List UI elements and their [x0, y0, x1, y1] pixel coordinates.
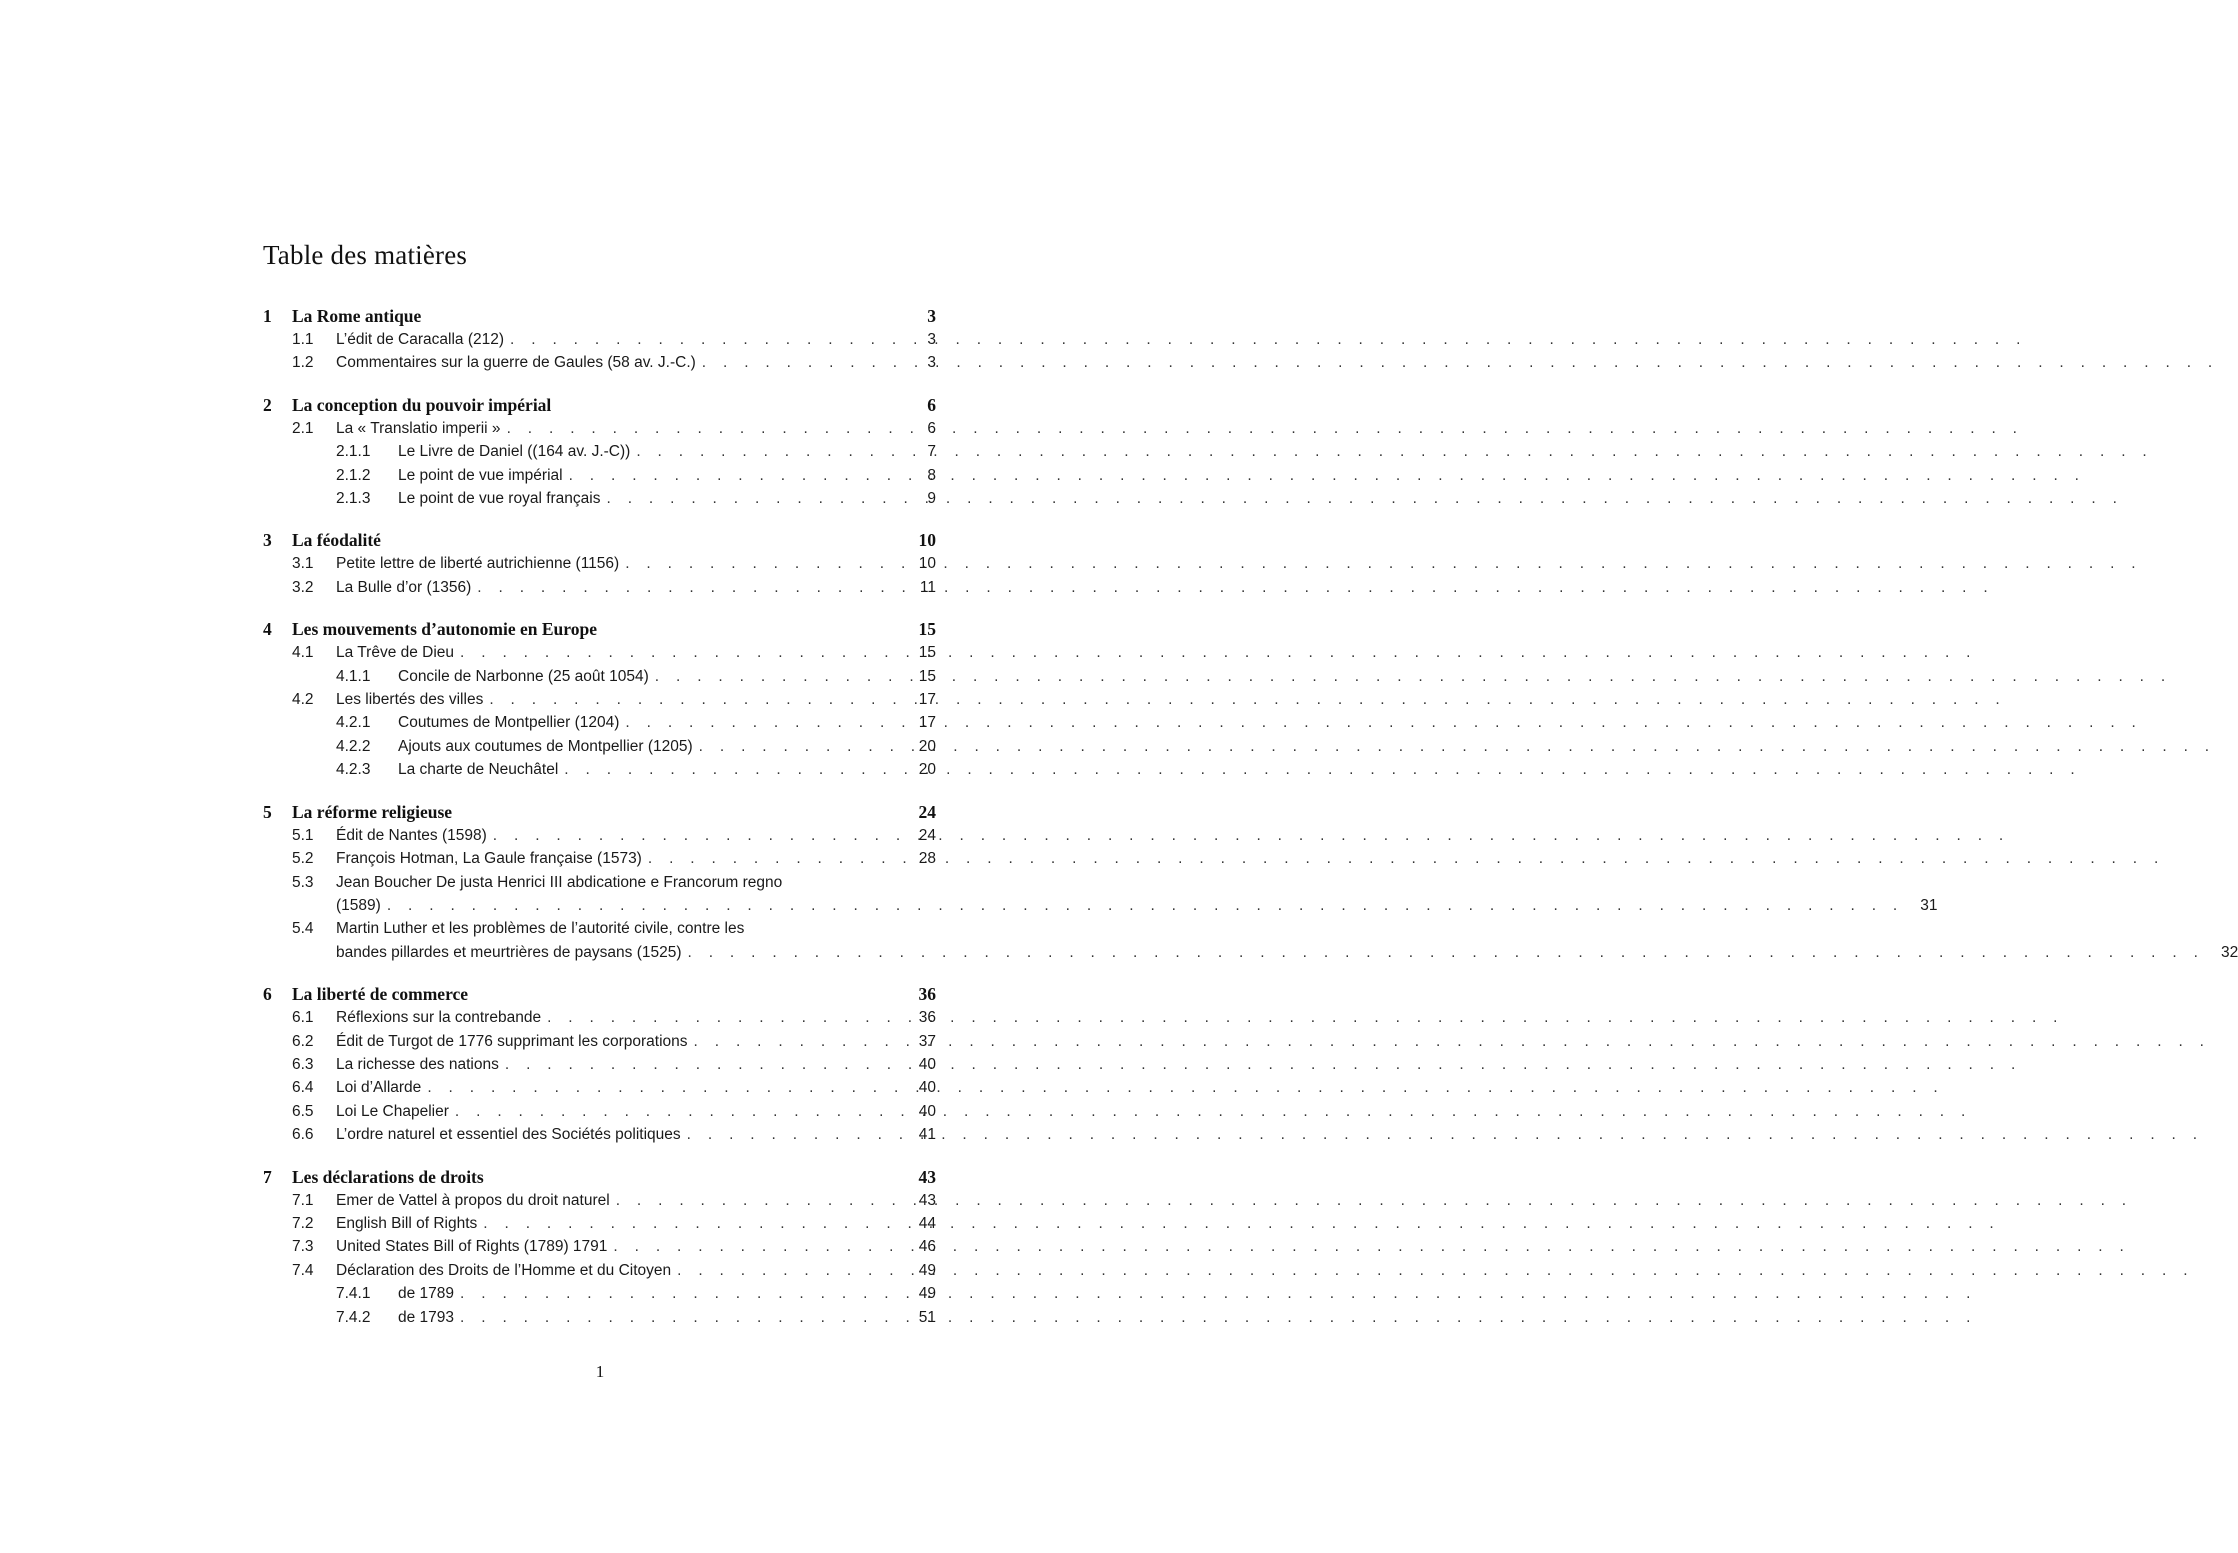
toc-section-entry[interactable]: [263, 328, 936, 351]
chapter-page: 10: [918, 530, 936, 551]
section-body: [336, 417, 902, 440]
section-title: L’édit de Caracalla (212): [336, 331, 505, 348]
section-page: 40: [918, 1055, 936, 1073]
toc-section-entry[interactable]: [263, 1100, 936, 1123]
toc-section-entry[interactable]: [263, 871, 1938, 918]
chapter-title: Les mouvements d’autonomie en Europe: [292, 619, 597, 640]
section-page: 6: [927, 419, 936, 437]
section-title: Déclaration des Droits de l’Homme et du Citoyen: [336, 1261, 672, 1279]
toc-chapter: [263, 800, 2238, 964]
toc-section-entry[interactable]: [263, 576, 936, 599]
toc-chapter: [263, 982, 936, 1146]
section-body: [398, 487, 902, 510]
section-number: 5.4: [292, 920, 314, 938]
section-body: [336, 1235, 902, 1258]
toc-section-entry[interactable]: [263, 552, 936, 575]
toc-chapter: [263, 304, 936, 375]
section-body: [336, 1030, 902, 1053]
chapter-title: La réforme religieuse: [292, 801, 453, 822]
section-title: Ajouts aux coutumes de Montpellier (1205): [398, 737, 693, 755]
toc-chapter-entry[interactable]: [263, 982, 936, 1006]
section-body: [336, 1259, 902, 1282]
toc-section-entry[interactable]: [263, 1006, 936, 1029]
toc-chapter-entry[interactable]: [263, 528, 936, 552]
section-page: 10: [918, 555, 936, 573]
section-number: 4.1: [292, 644, 314, 662]
section-title: Édit de Nantes (1598): [336, 826, 487, 844]
chapter-title: La conception du pouvoir impérial: [292, 394, 552, 415]
section-page: 37: [918, 1032, 936, 1050]
section-title: Concile de Narbonne (25 août 1054): [398, 667, 649, 685]
toc-chapter-entry[interactable]: [263, 393, 936, 417]
section-title: English Bill of Rights: [336, 1214, 478, 1232]
section-title: Commentaires sur la guerre de Gaules (58 av. J.-C.): [336, 354, 696, 372]
section-title: Réflexions sur la contrebande: [336, 1009, 542, 1027]
section-number: 7.3: [292, 1238, 314, 1256]
section-page: 8: [927, 466, 936, 484]
toc-section-entry[interactable]: [263, 1259, 936, 1282]
toc-section-entry[interactable]: [263, 917, 2238, 964]
section-body: [398, 711, 902, 734]
section-body: [336, 1053, 902, 1076]
section-page: 51: [918, 1308, 936, 1326]
section-body: [336, 1212, 902, 1235]
section-title-continued: (1589): [336, 896, 381, 914]
section-body: [336, 688, 902, 711]
leader-dots: [477, 576, 1994, 599]
section-number: 5.2: [292, 850, 314, 868]
toc-chapter-entry[interactable]: [263, 617, 936, 641]
leader-dots: [510, 328, 2027, 351]
toc-section-entry[interactable]: [263, 1123, 936, 1146]
toc-section-entry[interactable]: [263, 824, 936, 847]
section-page: 3: [927, 354, 936, 372]
table-of-contents: [263, 236, 2238, 1347]
section-page: 40: [918, 1079, 936, 1097]
toc-chapter: [263, 393, 936, 511]
section-number: 7.4: [292, 1261, 314, 1279]
chapter-page: 3: [927, 306, 936, 326]
leader-dots: [625, 711, 2142, 734]
section-number: 1.2: [292, 354, 314, 372]
leader-dots: [489, 688, 2006, 711]
leader-dots: [636, 440, 2153, 463]
section-page: 49: [918, 1285, 936, 1303]
section-title-cont-line: [336, 941, 2238, 964]
section-page: 28: [918, 850, 936, 868]
chapter-body: [292, 1165, 902, 1189]
section-page: 17: [918, 714, 936, 732]
toc-section-entry[interactable]: [263, 847, 936, 870]
section-page: 31: [1920, 896, 1938, 914]
chapter-number: 4: [263, 619, 272, 640]
section-page: 32: [2220, 943, 2238, 961]
section-body: [336, 351, 902, 374]
leader-dots: [564, 758, 2081, 781]
section-page: 40: [918, 1102, 936, 1120]
section-number: 5.1: [292, 826, 314, 844]
section-title-continued: bandes pillardes et meurtrières de paysans (1525): [336, 943, 682, 961]
leader-dots: [655, 665, 2172, 688]
section-page: 24: [918, 826, 936, 844]
section-title-cont-line: [336, 894, 1938, 917]
section-number: 6.6: [292, 1126, 314, 1144]
leader-dots: [460, 641, 1977, 664]
chapter-title: La féodalité: [292, 530, 381, 551]
page-number: 1: [595, 1362, 605, 1381]
section-body: [336, 847, 902, 870]
section-body: [398, 735, 902, 758]
section-body: [336, 1100, 902, 1123]
section-number: 6.3: [292, 1055, 314, 1073]
section-body: [336, 641, 902, 664]
leader-dots: [493, 824, 2010, 847]
section-body: [398, 758, 902, 781]
section-page: 46: [918, 1238, 936, 1256]
section-body: [336, 1123, 902, 1146]
toc-subsection-entry[interactable]: [263, 735, 936, 758]
leader-dots: [507, 417, 2024, 440]
section-number: 3.2: [292, 578, 314, 596]
toc-subsection-entry[interactable]: [263, 464, 936, 487]
section-page: 15: [918, 667, 936, 685]
section-body: [336, 1076, 902, 1099]
section-body: [398, 1282, 902, 1305]
toc-section-entry[interactable]: [263, 688, 936, 711]
section-number: 2.1.1: [336, 443, 371, 461]
toc-section-entry[interactable]: [263, 1030, 936, 1053]
chapter-title: La liberté de commerce: [292, 984, 469, 1005]
section-number: 7.1: [292, 1191, 314, 1209]
leader-dots: [505, 1053, 2022, 1076]
toc-chapter: [263, 1165, 936, 1329]
section-number: 3.1: [292, 555, 314, 573]
section-page: 43: [918, 1191, 936, 1209]
section-body: [336, 917, 2238, 964]
section-number: 2.1.2: [336, 466, 371, 484]
section-page: 7: [927, 443, 936, 461]
section-body: [336, 871, 1938, 918]
section-number: 6.2: [292, 1032, 314, 1050]
section-page: 17: [918, 691, 936, 709]
chapter-title: Les déclarations de droits: [292, 1166, 484, 1187]
section-page: 15: [918, 644, 936, 662]
section-title: La charte de Neuchâtel: [398, 761, 559, 779]
leader-dots: [460, 1282, 1977, 1305]
section-title: La « Translatio imperii »: [336, 419, 501, 437]
section-page: 20: [918, 761, 936, 779]
section-number: 4.1.1: [336, 667, 371, 685]
chapter-number: 6: [263, 984, 272, 1005]
chapter-page: 15: [918, 619, 936, 640]
toc-section-entry[interactable]: [263, 351, 936, 374]
section-title: La Bulle d’or (1356): [336, 578, 472, 596]
section-number: 6.5: [292, 1102, 314, 1120]
section-body: [336, 824, 902, 847]
leader-dots: [625, 552, 2142, 575]
toc-chapter-entry[interactable]: [263, 304, 936, 328]
toc-list: [263, 304, 2238, 1329]
chapter-page: 6: [927, 394, 936, 415]
chapter-number: 2: [263, 394, 272, 415]
leader-dots: [547, 1006, 2064, 1029]
section-page: 41: [918, 1126, 936, 1144]
chapter-body: [292, 528, 902, 552]
toc-section-entry[interactable]: [263, 1189, 936, 1212]
section-body: [398, 440, 902, 463]
chapter-number: 3: [263, 530, 272, 551]
section-title: Les libertés des villes: [336, 691, 484, 709]
toc-chapter-entry[interactable]: [263, 800, 936, 824]
leader-dots: [387, 894, 1904, 917]
section-title: Loi d’Allarde: [336, 1079, 422, 1097]
toc-chapter-entry[interactable]: [263, 1165, 936, 1189]
chapter-body: [292, 617, 902, 641]
section-body: [336, 1006, 902, 1029]
section-body: [336, 328, 902, 351]
section-body: [336, 552, 902, 575]
section-number: 6.1: [292, 1009, 314, 1027]
toc-subsection-entry[interactable]: [263, 440, 936, 463]
section-title: La Trêve de Dieu: [336, 644, 455, 662]
toc-section-entry[interactable]: [263, 1212, 936, 1235]
toc-subsection-entry[interactable]: [263, 487, 936, 510]
section-page: 36: [918, 1009, 936, 1027]
leader-dots: [648, 847, 2165, 870]
leader-dots: [613, 1235, 2130, 1258]
section-number: 6.4: [292, 1079, 314, 1097]
leader-dots: [569, 464, 2086, 487]
toc-subsection-entry[interactable]: [263, 665, 936, 688]
chapter-number: 1: [263, 306, 272, 326]
leader-dots: [616, 1189, 2133, 1212]
leader-dots: [460, 1306, 1977, 1329]
section-body: [398, 665, 902, 688]
section-title: Le Livre de Daniel ((164 av. J.-C)): [398, 443, 631, 461]
leader-dots: [688, 941, 2205, 964]
chapter-page: 36: [918, 984, 936, 1005]
section-page: 9: [927, 490, 936, 508]
section-body: [336, 1189, 902, 1212]
section-number: 4.2.1: [336, 714, 371, 732]
section-number: 7.4.1: [336, 1285, 371, 1303]
chapter-title: La Rome antique: [292, 306, 422, 326]
toc-section-entry[interactable]: [263, 1053, 936, 1076]
toc-subsection-entry[interactable]: [263, 1306, 936, 1329]
section-page: 44: [918, 1214, 936, 1232]
chapter-body: [292, 393, 902, 417]
section-title: Petite lettre de liberté autrichienne (1156): [336, 555, 620, 573]
section-number: 7.4.2: [336, 1308, 371, 1326]
section-number: 4.2: [292, 691, 314, 709]
chapter-page: 24: [918, 801, 936, 822]
leader-dots: [455, 1100, 1972, 1123]
section-title: de 1789: [398, 1285, 455, 1303]
section-number: 4.2.2: [336, 737, 371, 755]
section-title: Jean Boucher De justa Henrici III abdicatione e Francorum regno: [336, 873, 783, 891]
section-title: de 1793: [398, 1308, 455, 1326]
section-body: [398, 1306, 902, 1329]
chapter-body: [292, 800, 902, 824]
toc-subsection-entry[interactable]: [263, 758, 936, 781]
section-title: Emer de Vattel à propos du droit naturel: [336, 1191, 610, 1209]
section-title: United States Bill of Rights (1789) 1791: [336, 1238, 608, 1256]
section-body: [398, 464, 902, 487]
chapter-page: 43: [918, 1166, 936, 1187]
section-number: 7.2: [292, 1214, 314, 1232]
section-page: 3: [927, 331, 936, 348]
section-title: François Hotman, La Gaule française (1573): [336, 850, 642, 868]
section-number: 2.1.3: [336, 490, 371, 508]
chapter-body: [292, 304, 902, 328]
section-page: 20: [918, 737, 936, 755]
section-title: L’ordre naturel et essentiel des Sociétés politiques: [336, 1126, 681, 1144]
section-title: Le point de vue impérial: [398, 466, 563, 484]
leader-dots: [427, 1076, 1944, 1099]
chapter-number: 7: [263, 1166, 272, 1187]
toc-section-entry[interactable]: [263, 641, 936, 664]
section-title: La richesse des nations: [336, 1055, 499, 1073]
section-title: Loi Le Chapelier: [336, 1102, 449, 1120]
section-number: 2.1: [292, 419, 314, 437]
section-title: Martin Luther et les problèmes de l’autorité civile, contre les: [336, 920, 745, 938]
section-number: 1.1: [292, 331, 314, 348]
leader-dots: [606, 487, 2123, 510]
section-page: 49: [918, 1261, 936, 1279]
toc-section-entry[interactable]: [263, 1076, 936, 1099]
toc-section-entry[interactable]: [263, 417, 936, 440]
toc-subsection-entry[interactable]: [263, 1282, 936, 1305]
leader-dots: [483, 1212, 2000, 1235]
section-title: Le point de vue royal français: [398, 490, 601, 508]
toc-section-entry[interactable]: [263, 1235, 936, 1258]
section-title: Coutumes de Montpellier (1204): [398, 714, 620, 732]
section-number: 5.3: [292, 873, 314, 891]
toc-chapter: [263, 528, 936, 599]
section-title: Édit de Turgot de 1776 supprimant les corporations: [336, 1032, 688, 1050]
section-page: 11: [919, 578, 936, 596]
toc-subsection-entry[interactable]: [263, 711, 936, 734]
toc-title: Table des matières: [263, 240, 468, 270]
chapter-number: 5: [263, 801, 272, 822]
section-body: [336, 576, 902, 599]
chapter-body: [292, 982, 902, 1006]
toc-chapter: [263, 617, 936, 781]
section-number: 4.2.3: [336, 761, 371, 779]
